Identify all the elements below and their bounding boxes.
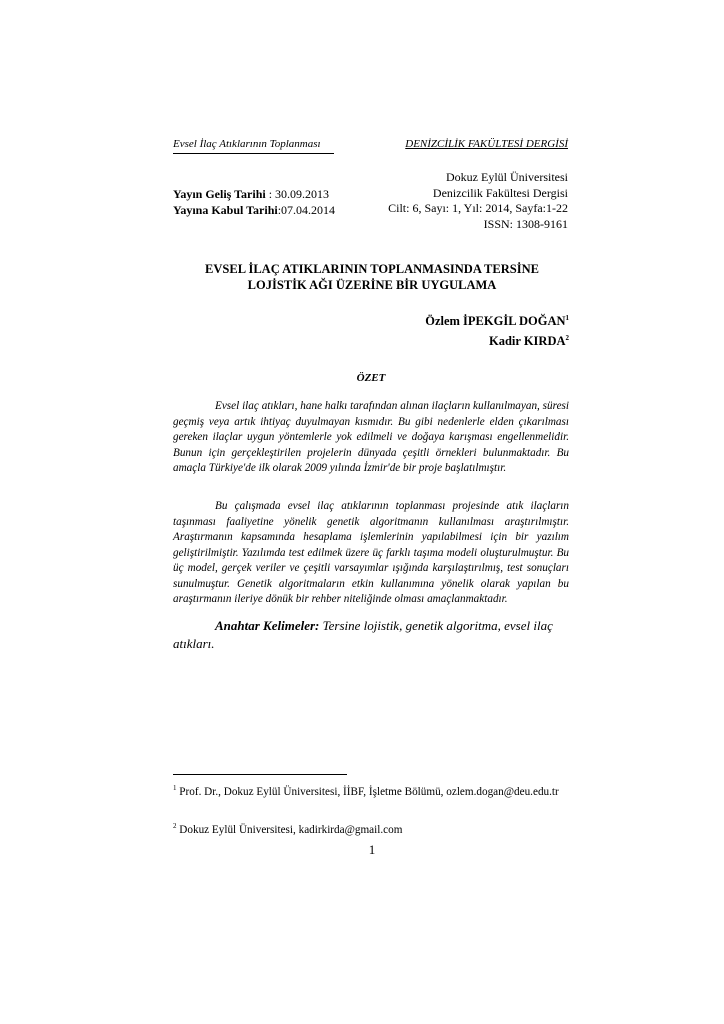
author-1-name: Özlem İPEKGİL DOĞAN bbox=[425, 314, 566, 328]
journal-info bbox=[340, 170, 568, 232]
paper-title-line-1: EVSEL İLAÇ ATIKLARININ TOPLANMASINDA TERSİNE bbox=[205, 262, 539, 276]
accepted-date bbox=[173, 202, 335, 218]
author-1 bbox=[360, 310, 569, 330]
footnote-1 bbox=[173, 780, 569, 800]
page-number: 1 bbox=[368, 842, 376, 857]
author-1-mark: 1 bbox=[565, 314, 569, 322]
keywords bbox=[173, 617, 569, 653]
footnote-2-text: Dokuz Eylül Üniversitesi, kadirkirda@gmail.com bbox=[176, 824, 403, 836]
received-label: Yayın Geliş Tarihi bbox=[173, 187, 266, 201]
keywords-label: Anahtar Kelimeler: bbox=[215, 618, 320, 633]
author-list bbox=[360, 310, 569, 350]
journal-university: Dokuz Eylül Üniversitesi bbox=[446, 170, 568, 184]
accepted-label: Yayına Kabul Tarihi bbox=[173, 203, 278, 217]
footnote-2-mark: 2 bbox=[173, 822, 177, 830]
journal-issn: ISSN: 1308-9161 bbox=[483, 216, 568, 231]
abstract-paragraph-2: Bu çalışmada evsel ilaç atıklarının toplanması projesinde atık ilaçların taşınması faaliyetine yönelik genetik algoritmanın kullanılması araştırılmıştır. Araştırmanın kapsamında hesaplama işlemlerinin yapılabilmesi için bir yazılım geliştirilmiştir. Yazılımda test edilmek üzere üç farklı taşıma modeli oluşturulmuştur. Bu üç model, gerçek veriler ve çeşitli varsayımlar ışığında karşılaştırılmış, test sonuçları sunulmuştur. Genetik algoritmaların etkin kullanımına yönelik olarak yapılan bu araştırmanın ileriye dönük bir rehber niteliğinde olması amaçlanmaktadır. bbox=[173, 500, 569, 605]
received-date bbox=[173, 186, 335, 202]
footnote-2 bbox=[173, 818, 569, 838]
running-header-journal: DENİZCİLİK FAKÜLTESİ DERGİSİ bbox=[405, 138, 568, 150]
author-2-name: Kadir KIRDA bbox=[488, 334, 566, 348]
abstract-heading: ÖZET bbox=[356, 372, 386, 384]
header-divider bbox=[173, 153, 334, 154]
footnote-1-mark: 1 bbox=[173, 784, 177, 792]
accepted-value: :07.04.2014 bbox=[277, 203, 336, 217]
submission-dates bbox=[173, 186, 335, 218]
abstract-paragraph-1: Evsel ilaç atıkları, hane halkı tarafından alınan ilaçların kullanılmayan, süresi geçmiş veya artık ihtiyaç duyulmayan kısmıdır. Bu gibi nedenlerle elden çıkarılması gereken ilaçlar uygun yöntemlerle yok edilmeli ve doğaya karışması engellenmelidir. Bunun için gerçekleştirilen projelerin dünyada çeşitli örnekleri bulunmaktadır. Bu amaçla Türkiye'de ilk olarak 2009 yılında İzmir'de bir proje başlatılmıştır. bbox=[173, 400, 569, 474]
author-2-mark: 2 bbox=[565, 334, 569, 342]
journal-issue: Cilt: 6, Sayı: 1, Yıl: 2014, Sayfa:1-22 bbox=[388, 201, 568, 216]
paper-title bbox=[150, 261, 594, 293]
footnote-divider bbox=[173, 774, 347, 775]
author-2 bbox=[360, 330, 569, 350]
received-value: : 30.09.2013 bbox=[265, 187, 330, 201]
footnote-1-text: Prof. Dr., Dokuz Eylül Üniversitesi, İİBF, İşletme Bölümü, ozlem.dogan@deu.edu.tr bbox=[176, 786, 559, 798]
running-header-title: Evsel İlaç Atıklarının Toplanması bbox=[173, 138, 321, 150]
paper-title-line-2: LOJİSTİK AĞI ÜZERİNE BİR UYGULAMA bbox=[247, 278, 497, 292]
keywords-text: Tersine lojistik, genetik algoritma, evsel ilaç atıkları. bbox=[173, 618, 553, 651]
journal-name: Denizcilik Fakültesi Dergisi bbox=[432, 185, 568, 200]
